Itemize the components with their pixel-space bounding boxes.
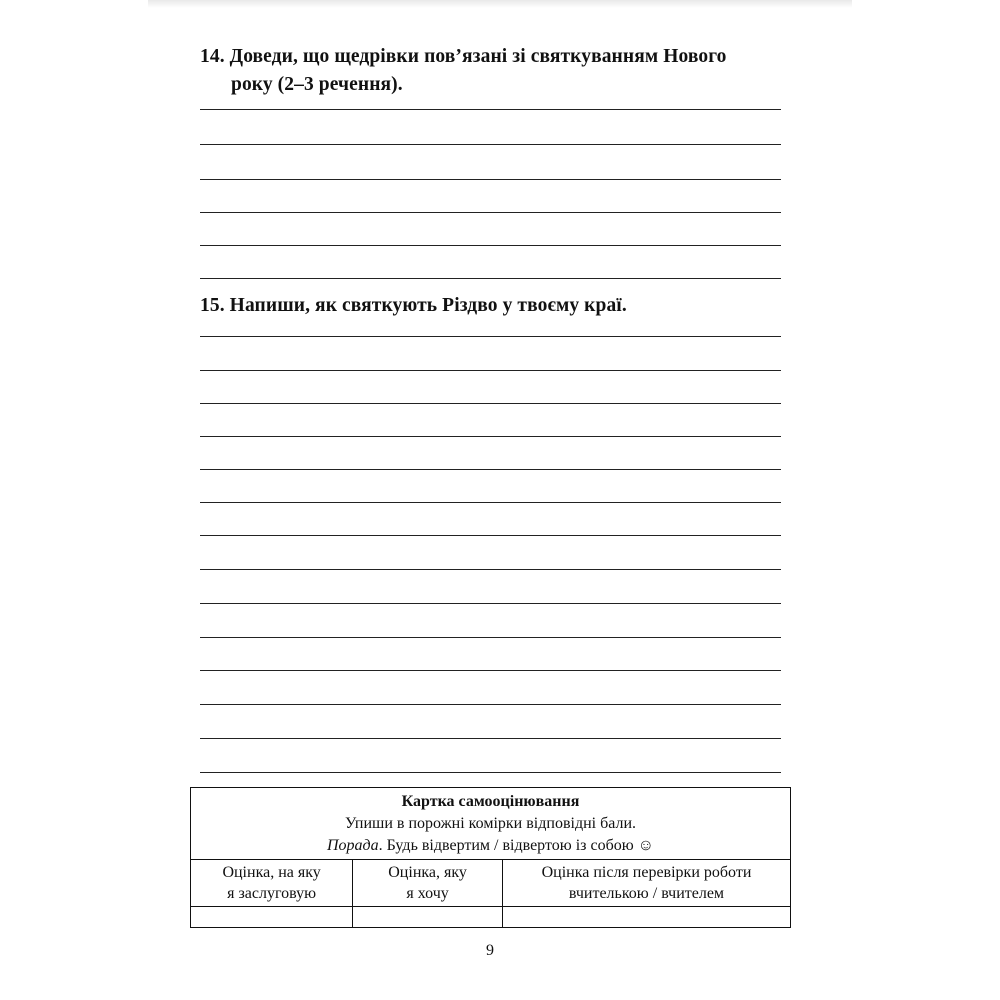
question-14-line1: Доведи, що щедрівки пов’язані зі святкуванням Нового	[229, 46, 727, 67]
question-15	[200, 292, 790, 320]
page-top-edge	[148, 0, 852, 8]
self-assessment-instruction: Упиши в порожні комірки відповідні бали.	[344, 815, 637, 832]
tip-label: Порада	[326, 837, 379, 854]
score-header-row	[191, 860, 790, 907]
question-14-line2: року (2–3 речення).	[231, 74, 403, 95]
self-assessment-tip	[191, 835, 790, 857]
column-header-teacher	[502, 860, 790, 907]
column-header-line: вчителькою / вчителем	[568, 885, 725, 902]
score-cell-wanted[interactable]	[353, 907, 503, 928]
column-header-deserved	[191, 860, 353, 907]
question-15-number: 15.	[200, 295, 225, 316]
question-14	[200, 43, 790, 99]
question-14-number: 14.	[200, 46, 225, 67]
answer-line[interactable]	[200, 738, 781, 739]
answer-line[interactable]	[200, 245, 781, 246]
answer-line[interactable]	[200, 502, 781, 503]
answer-line[interactable]	[200, 278, 781, 279]
score-cell-deserved[interactable]	[191, 907, 353, 928]
answer-line[interactable]	[200, 144, 781, 145]
answer-line[interactable]	[200, 569, 781, 570]
column-header-line: Оцінка після перевірки роботи	[541, 864, 752, 881]
column-header-line: я заслуговую	[227, 885, 317, 902]
score-cell-teacher[interactable]	[502, 907, 790, 928]
column-header-line: Оцінка, яку	[388, 864, 467, 881]
column-header-line: Оцінка, на яку	[222, 864, 321, 881]
self-assessment-title: Картка самооцінювання	[401, 793, 580, 810]
page-number: 9	[486, 942, 494, 959]
answer-line[interactable]	[200, 670, 781, 671]
answer-line[interactable]	[200, 436, 781, 437]
answer-line[interactable]	[200, 603, 781, 604]
column-header-line: я хочу	[406, 885, 449, 902]
answer-line[interactable]	[200, 370, 781, 371]
self-assessment-card	[190, 787, 791, 928]
answer-line[interactable]	[200, 704, 781, 705]
answer-line[interactable]	[200, 212, 781, 213]
answer-line[interactable]	[200, 179, 781, 180]
column-header-wanted	[353, 860, 503, 907]
answer-line[interactable]	[200, 403, 781, 404]
score-entry-row	[191, 907, 790, 928]
answer-line[interactable]	[200, 637, 781, 638]
answer-line[interactable]	[200, 772, 781, 773]
tip-text: . Будь відвертим / відвертою із собою ☺	[378, 837, 654, 854]
answer-line[interactable]	[200, 535, 781, 536]
self-assessment-header	[191, 788, 790, 859]
score-table	[191, 859, 790, 927]
answer-line[interactable]	[200, 109, 781, 110]
answer-line[interactable]	[200, 469, 781, 470]
question-15-text: Напиши, як святкують Різдво у твоєму краї.	[229, 295, 627, 316]
answer-line[interactable]	[200, 336, 781, 337]
